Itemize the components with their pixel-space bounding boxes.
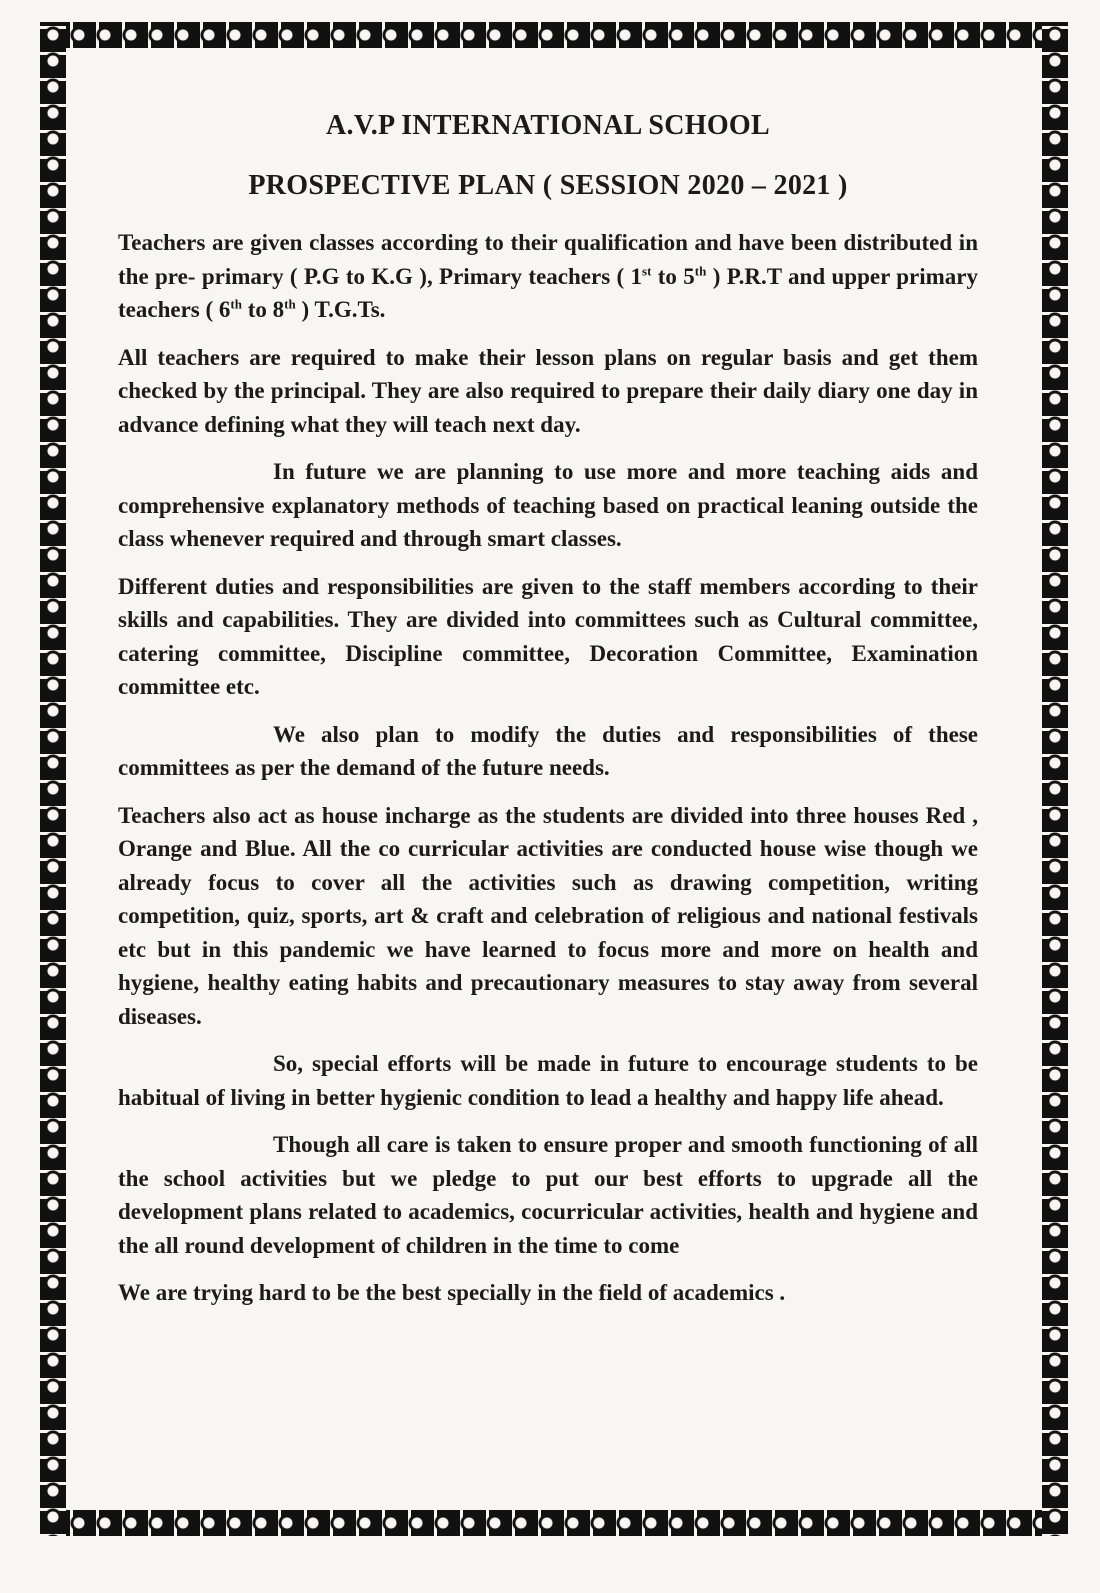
paragraph-teaching-aids: In future we are planning to use more and more teaching aids and comprehensive explanatory methods of teaching based on practical leaning outside the class whenever required and through smart classes.: [118, 459, 978, 551]
decorative-border-top: [40, 22, 1068, 48]
school-name: A.V.P INTERNATIONAL SCHOOL: [326, 110, 770, 141]
paragraph-pledge: Though all care is taken to ensure proper and smooth functioning of all the school activities but we pledge to put our best efforts to upgrade all the development plans related to academics, cocurricular activities, health and hygiene and the all round development of children in the time to come: [118, 1132, 978, 1258]
document-body: [118, 110, 978, 1324]
paragraph-modify-duties: We also plan to modify the duties and responsibilities of these committees as per the demand of the future needs.: [118, 721, 978, 780]
paragraph-hygiene: So, special efforts will be made in future to encourage students to be habitual of living in better hygienic condition to lead a healthy and happy life ahead.: [118, 1051, 978, 1110]
decorative-border-bottom: [40, 1510, 1068, 1536]
paragraph-academics: We are trying hard to be the best specially in the field of academics .: [118, 1280, 786, 1305]
paragraph-lesson-plans: All teachers are required to make their lesson plans on regular basis and get them checked by the principal. They are also required to prepare their daily diary one day in advance defining what they will teach next day.: [118, 344, 978, 437]
paragraph-teacher-distribution: Teachers are given classes according to their qualification and have been distributed in the pre- primary ( P.G to K.G ), Primary teachers ( 1st to 5th ) P.R.T and upper primary teachers ( 6th to 8th ) T.G.Ts.: [118, 230, 978, 322]
decorative-border-left: [40, 22, 66, 1536]
decorative-border-right: [1042, 22, 1068, 1536]
paragraph-committees: Different duties and responsibilities are given to the staff members according to their skills and capabilities. They are divided into committees such as Cultural committee, catering committee, Discipline committee, Decoration Committee, Examination committee etc.: [118, 573, 978, 699]
paragraph-houses: Teachers also act as house incharge as the students are divided into three houses Red , Orange and Blue. All the co curricular activities are conducted house wise though we already focus to cover all the activities such as drawing competition, writing competition, quiz, sports, art & craft and celebration of religious and national festivals etc but in this pandemic we have learned to focus more and more on health and hygiene, healthy eating habits and precautionary measures to stay away from several diseases.: [118, 802, 978, 1029]
plan-title: PROSPECTIVE PLAN ( SESSION 2020 – 2021 ): [248, 170, 848, 201]
